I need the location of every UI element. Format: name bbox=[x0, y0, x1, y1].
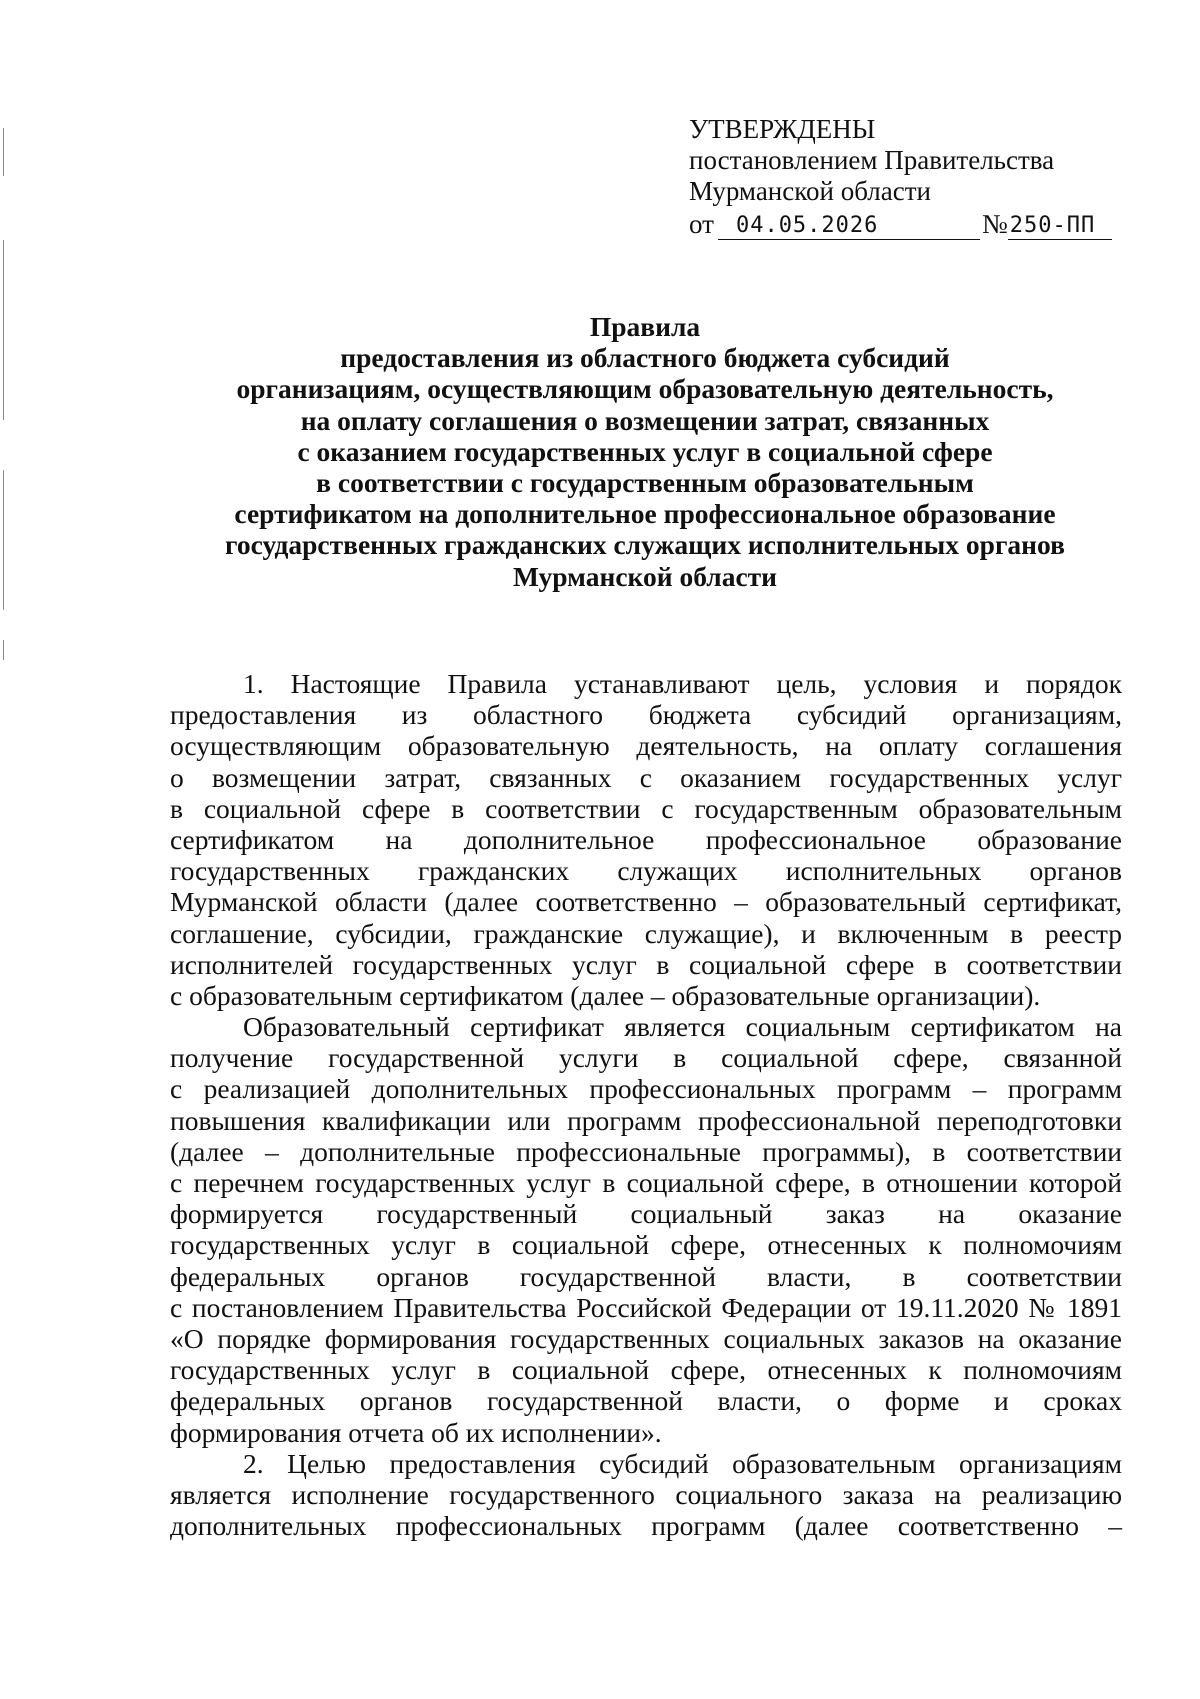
decree-date: 04.05.2026 bbox=[718, 212, 980, 240]
text-line: с перечнем государственных услуг в социальной сфере, в отношении которой bbox=[170, 1167, 1122, 1198]
text-line: дополнительных профессиональных программ (далее соответственно – bbox=[170, 1510, 1122, 1542]
text-line: федеральных органов государственной власти, в соответствии bbox=[170, 1260, 1122, 1292]
text-line: формирования отчета об их исполнении». bbox=[170, 1416, 662, 1448]
title-line: организациям, осуществляющим образовательную деятельность, bbox=[236, 373, 1054, 405]
title-line: Мурманской области bbox=[512, 560, 778, 592]
text-line: (далее – дополнительные профессиональные программы), в соответствии bbox=[170, 1135, 1122, 1167]
text-line: сертификатом на дополнительное профессиональное образование bbox=[170, 823, 1122, 855]
scan-edge-marks bbox=[0, 0, 10, 1699]
title-line: в соответствии с государственным образовательным bbox=[316, 467, 974, 499]
text-line: государственных гражданских служащих исполнительных органов bbox=[170, 855, 1122, 887]
text-line: исполнителей государственных услуг в социальной сфере в соответствии bbox=[170, 948, 1122, 980]
document-body bbox=[170, 668, 1122, 1541]
paragraph-1 bbox=[170, 668, 1122, 1011]
title-line: государственных гражданских служащих исполнительных органов bbox=[225, 529, 1065, 561]
paragraph-3 bbox=[170, 1448, 1122, 1542]
title-line: Правила bbox=[589, 311, 701, 342]
text-line: осуществляющим образовательную деятельность, на оплату соглашения bbox=[170, 730, 1122, 762]
approval-decree-line: постановлением Правительства bbox=[689, 145, 1055, 175]
text-line: о возмещении затрат, связанных с оказанием государственных услуг bbox=[170, 761, 1122, 793]
title-line: с оказанием государственных услуг в социальной сфере bbox=[297, 435, 993, 467]
text-line: с постановлением Правительства Российской Федерации от 19.11.2020 № 1891 bbox=[170, 1291, 1122, 1323]
title-line: на оплату соглашения о возмещении затрат, связанных bbox=[300, 404, 990, 436]
text-line: является исполнение государственного социального заказа на реализацию bbox=[170, 1478, 1122, 1510]
approval-block bbox=[689, 114, 1129, 240]
text-line: повышения квалификации или программ профессиональной переподготовки bbox=[170, 1104, 1122, 1136]
text-line: 1. Настоящие Правила устанавливают цель, условия и порядок bbox=[243, 668, 1122, 699]
text-line: предоставления из областного бюджета субсидий организациям, bbox=[170, 699, 1122, 731]
text-line: Мурманской области (далее соответственно – образовательный сертификат, bbox=[170, 886, 1122, 918]
text-line: «О порядке формирования государственных социальных заказов на оказание bbox=[170, 1322, 1122, 1354]
document-title bbox=[170, 311, 1120, 592]
text-line: формируется государственный социальный заказ на оказание bbox=[170, 1198, 1122, 1230]
text-line: в социальной сфере в соответствии с государственным образовательным bbox=[170, 792, 1122, 824]
text-line: государственных услуг в социальной сфере, отнесенных к полномочиям bbox=[170, 1354, 1122, 1386]
decree-number: 250-ПП bbox=[1008, 212, 1112, 240]
date-prefix: от bbox=[689, 209, 714, 239]
text-line: получение государственной услуги в социальной сфере, связанной bbox=[170, 1042, 1122, 1074]
text-line: федеральных органов государственной власти, о форме и сроках bbox=[170, 1385, 1122, 1417]
text-line: с реализацией дополнительных профессиональных программ – программ bbox=[170, 1073, 1122, 1105]
text-line: Образовательный сертификат является социальным сертификатом на bbox=[243, 1011, 1122, 1043]
text-line: с образовательным сертификатом (далее – образовательные организации). bbox=[170, 979, 1041, 1011]
title-line: предоставления из областного бюджета субсидий bbox=[340, 342, 950, 374]
text-line: 2. Целью предоставления субсидий образовательным организациям bbox=[243, 1447, 1122, 1479]
approval-heading: УТВЕРЖДЕНЫ bbox=[689, 114, 876, 144]
text-line: соглашение, субсидии, гражданские служащие), и включенным в реестр bbox=[170, 917, 1122, 949]
number-sign: № bbox=[981, 209, 1008, 239]
text-line: государственных услуг в социальной сфере, отнесенных к полномочиям bbox=[170, 1229, 1122, 1261]
approval-date-number-line bbox=[689, 207, 1129, 240]
approval-region-line: Мурманской области bbox=[689, 176, 931, 206]
title-line: сертификатом на дополнительное профессиональное образование bbox=[234, 498, 1056, 530]
paragraph-2 bbox=[170, 1011, 1122, 1448]
